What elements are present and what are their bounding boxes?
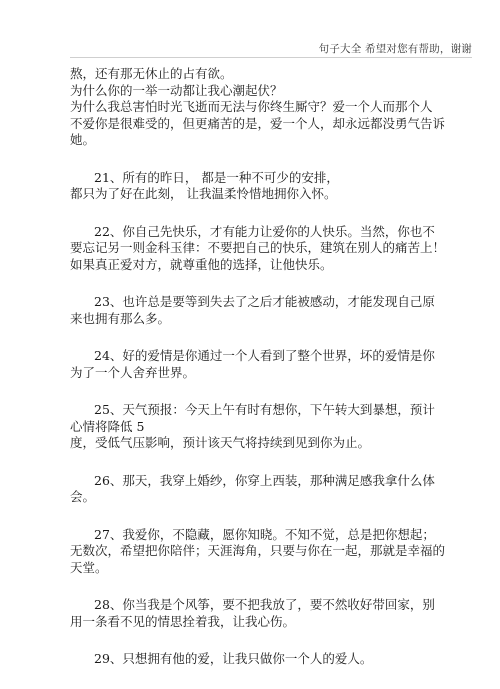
quote-line: 都只为了好在此刻， 让我温柔怜惜地拥你入怀。 bbox=[70, 186, 337, 201]
quote-line: 心情将降低 5 bbox=[70, 418, 145, 434]
document-body bbox=[70, 66, 446, 689]
quote-22 bbox=[70, 223, 446, 274]
quote-line: 24、好的爱情是你通过一个人看到了整个世界，坏的爱情是你 bbox=[94, 348, 435, 363]
quote-line: 22、你自己先快乐，才有能力让爱你的人快乐。当然，你也不 bbox=[94, 223, 435, 239]
quote-line: 21、所有的昨日， 都是一种不可少的安排， bbox=[94, 169, 339, 185]
intro-paragraph bbox=[70, 66, 446, 149]
quote-line: 要忘记另一则金科玉律：不要把自己的快乐，建筑在别人的痛苦上！ bbox=[70, 240, 446, 255]
intro-line: 不爱你是很难受的，但更痛苦的是，爱一个人，却永远都没勇气告诉 bbox=[70, 115, 446, 131]
intro-line: 为什么你的一举一动都让我心潮起伏？ bbox=[70, 82, 283, 98]
quote-29 bbox=[70, 651, 440, 668]
quote-21 bbox=[70, 170, 440, 203]
quote-line: 为了一个人舍弃世界。 bbox=[70, 364, 196, 380]
quote-27 bbox=[70, 526, 446, 577]
quote-line: 会。 bbox=[70, 489, 96, 504]
quote-line: 用一条看不见的情思拴着我，让我心伤。 bbox=[70, 613, 296, 629]
quote-line: 度，受低气压影响，预计该天气将持续到见到你为止。 bbox=[70, 435, 371, 450]
quote-line: 天堂。 bbox=[70, 559, 108, 575]
intro-line: 为什么我总害怕时光飞逝而无法与你终生厮守？爱一个人而那个人 bbox=[70, 99, 433, 114]
header-divider bbox=[70, 57, 472, 58]
quote-24 bbox=[70, 348, 440, 381]
intro-line: 熬，还有那无休止的占有欲。 bbox=[70, 66, 233, 81]
quote-line: 26、那天，我穿上婚纱，你穿上西装，那种满足感我拿什么体 bbox=[94, 472, 435, 488]
quote-line: 28、你当我是个风筝，要不把我放了，要不然收好带回家，别 bbox=[94, 597, 435, 612]
quote-line: 如果真正爱对方，就尊重他的选择，让他快乐。 bbox=[70, 256, 333, 272]
intro-line: 她。 bbox=[70, 132, 96, 147]
quote-23 bbox=[70, 294, 440, 327]
quote-line: 27、我爱你，不隐藏，愿你知晓。不知不觉，总是把你想起； bbox=[94, 526, 435, 542]
quote-line: 无数次，希望把你陪伴；天涯海角，只要与你在一起，那就是幸福的 bbox=[70, 543, 446, 558]
quote-26 bbox=[70, 473, 440, 506]
quote-line: 25、天气预报：今天上午有时有想你，下午转大到暴想，预计 bbox=[94, 402, 435, 417]
quote-line: 23、也许总是要等到失去了之后才能被感动，才能发现自己原 bbox=[94, 294, 435, 309]
quote-25 bbox=[70, 402, 440, 452]
quote-line: 来也拥有那么多。 bbox=[70, 310, 171, 326]
quote-line: 29、只想拥有他的爱，让我只做你一个人的爱人。 bbox=[94, 651, 373, 666]
quote-28 bbox=[70, 597, 440, 630]
page-header: 句子大全 希望对您有帮助，谢谢 bbox=[318, 43, 472, 55]
